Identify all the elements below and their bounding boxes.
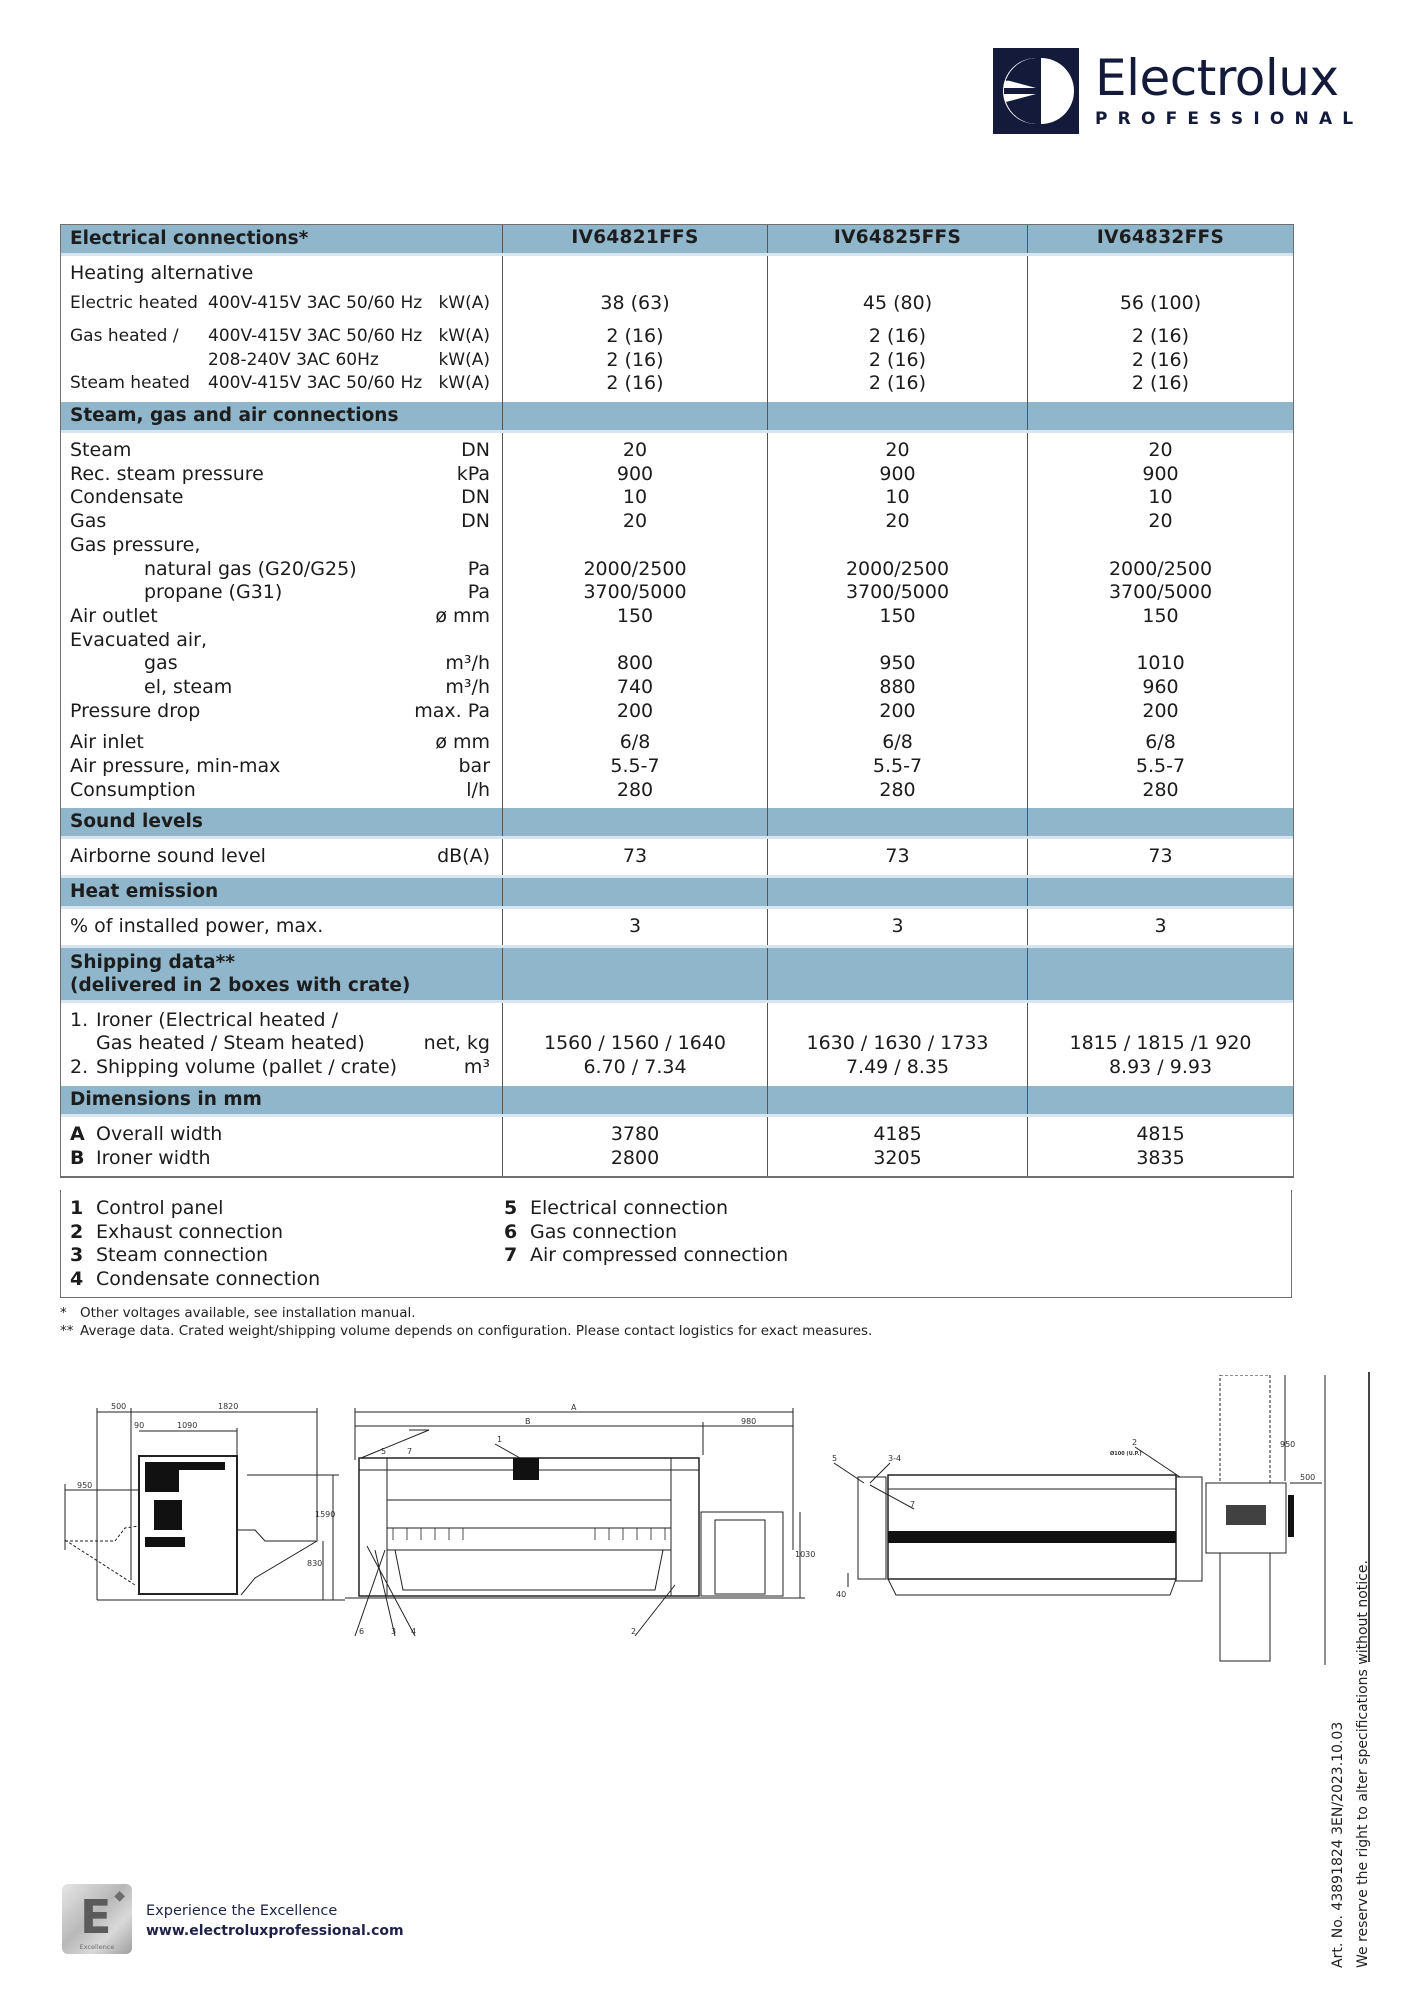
electrolux-logo bbox=[993, 48, 1363, 134]
diamond-icon: ◆ bbox=[114, 1888, 125, 1904]
svg-text:950: 950 bbox=[77, 1481, 93, 1490]
section-header-shipping bbox=[61, 948, 1293, 1003]
legend-item: 4 Condensate connection bbox=[70, 1268, 321, 1291]
model-3-values: 20 900 10 20 2000/2500 3700/5000 150 1010 960 200 6/8 5.5-7 280 bbox=[1108, 439, 1213, 801]
table-row: B Ironer width bbox=[70, 1146, 211, 1169]
legend-item: 2 Exhaust connection bbox=[70, 1220, 284, 1243]
table-row: Rec. steam pressure kPa bbox=[70, 462, 490, 485]
svg-text:5: 5 bbox=[381, 1447, 387, 1456]
legend-item: 7 Air compressed connection bbox=[504, 1244, 789, 1267]
model-1-values: 20 900 10 20 2000/2500 3700/5000 150 800 740 200 6/8 5.5-7 280 bbox=[503, 433, 768, 808]
table-row: Condensate DN bbox=[70, 486, 490, 509]
table-row: Air outlet ø mm bbox=[70, 604, 490, 627]
side-view-drawing bbox=[55, 1400, 345, 1610]
svg-text:950: 950 bbox=[1280, 1440, 1296, 1449]
top-view-drawing bbox=[830, 1375, 1330, 1675]
svg-text:2: 2 bbox=[1132, 1438, 1138, 1447]
table-row: gas m³/h bbox=[144, 652, 490, 675]
svg-text:90: 90 bbox=[134, 1421, 145, 1430]
table-row: Pressure drop max. Pa bbox=[70, 699, 490, 722]
section-title: Sound levels bbox=[61, 808, 503, 836]
section-subtitle: (delivered in 2 boxes with crate) bbox=[70, 974, 411, 996]
table-row: Gas heated / 400V-415V 3AC 50/60 Hz kW(A) bbox=[70, 326, 490, 346]
svg-text:500: 500 bbox=[1300, 1473, 1316, 1482]
table-row: A Overall width bbox=[70, 1122, 223, 1145]
table-row: Consumption l/h bbox=[70, 778, 490, 801]
footer-tagline: Experience the Excellence www.electroluxprofessional.com bbox=[146, 1903, 404, 1939]
section-title: Steam, gas and air connections bbox=[61, 402, 503, 430]
section-header-connections bbox=[61, 402, 1293, 433]
svg-text:830: 830 bbox=[307, 1559, 323, 1568]
section-header-dimensions bbox=[61, 1086, 1293, 1117]
svg-text:B: B bbox=[525, 1417, 531, 1426]
svg-text:7: 7 bbox=[910, 1500, 916, 1509]
svg-text:1030: 1030 bbox=[795, 1550, 815, 1559]
svg-text:980: 980 bbox=[741, 1417, 757, 1426]
table-row: Air inlet ø mm bbox=[70, 731, 490, 754]
footnote: ** Average data. Crated weight/shipping volume depends on configuration. Please contact logistics for exact measures. bbox=[60, 1323, 873, 1339]
table-row: 2. Shipping volume (pallet / crate) m³ bbox=[70, 1056, 490, 1079]
section-header-sound bbox=[61, 808, 1293, 839]
footnotes bbox=[60, 1304, 872, 1340]
legend-item: 1 Control panel bbox=[70, 1197, 224, 1219]
section-title: Heat emission bbox=[61, 878, 503, 906]
section-title: Dimensions in mm bbox=[61, 1086, 503, 1114]
svg-text:6: 6 bbox=[359, 1627, 365, 1636]
dimensions-body: A Overall width B Ironer width 3780 2800 4185 3205 4815 3835 bbox=[61, 1117, 1293, 1177]
article-number: Art. No. 43891824 3EN/2023.10.03 bbox=[1330, 1721, 1346, 1968]
section-header-electrical bbox=[61, 225, 1293, 256]
table-row: Airborne sound level dB(A) 73 73 73 bbox=[61, 839, 1293, 878]
section-header-heat bbox=[61, 878, 1293, 909]
svg-text:1820: 1820 bbox=[218, 1402, 239, 1411]
table-row: Steam heated 400V-415V 3AC 50/60 Hz kW(A) bbox=[70, 373, 490, 394]
svg-text:1090: 1090 bbox=[177, 1421, 198, 1430]
table-row: propane (G31) Pa bbox=[144, 581, 490, 604]
svg-text:5: 5 bbox=[832, 1454, 838, 1463]
svg-text:2: 2 bbox=[631, 1627, 637, 1636]
table-row: % of installed power, max. 3 3 3 bbox=[61, 909, 1293, 948]
svg-text:A: A bbox=[571, 1403, 577, 1412]
table-row: el, steam m³/h bbox=[144, 675, 490, 698]
svg-text:Ø100 (U.P.): Ø100 (U.P.) bbox=[1110, 1451, 1142, 1457]
excellence-badge-icon: E ◆ Excellence bbox=[62, 1884, 132, 1954]
svg-text:3-4: 3-4 bbox=[888, 1454, 902, 1463]
legend bbox=[60, 1190, 1292, 1298]
svg-text:1: 1 bbox=[497, 1435, 503, 1444]
footnote: * Other voltages available, see installation manual. bbox=[60, 1305, 416, 1321]
model-header-2: IV64825FFS bbox=[768, 225, 1028, 253]
brand-subtitle: PROFESSIONAL bbox=[1095, 109, 1364, 129]
table-row: 208-240V 3AC 60Hz kW(A) bbox=[208, 349, 490, 370]
front-view-drawing bbox=[345, 1400, 815, 1640]
connections-body bbox=[61, 433, 1293, 808]
brand-name: Electrolux bbox=[1095, 49, 1339, 107]
legend-item: 6 Gas connection bbox=[504, 1220, 677, 1243]
section-title: Electrical connections* bbox=[61, 225, 503, 253]
model-2-values: 20 900 10 20 2000/2500 3700/5000 150 950 880 200 6/8 5.5-7 280 bbox=[768, 433, 1028, 808]
svg-text:3: 3 bbox=[391, 1627, 397, 1636]
model-header-3: IV64832FFS bbox=[1096, 227, 1225, 248]
website-link[interactable]: www.electroluxprofessional.com bbox=[146, 1923, 404, 1939]
legend-item: 3 Steam connection bbox=[70, 1244, 269, 1267]
table-row: Gas DN bbox=[70, 510, 490, 533]
table-row: Electric heated 400V-415V 3AC 50/60 Hz kW(A) bbox=[70, 293, 490, 313]
table-row: Air pressure, min-max bar bbox=[70, 755, 490, 777]
table-row: Gas heated / Steam heated) net, kg bbox=[96, 1032, 490, 1055]
svg-text:500: 500 bbox=[111, 1402, 127, 1411]
table-row: natural gas (G20/G25) Pa bbox=[144, 557, 490, 580]
model-header-1: IV64821FFS bbox=[503, 225, 768, 253]
table-row: Gas pressure, bbox=[70, 533, 201, 556]
article-info bbox=[1326, 1560, 1376, 1968]
section-title: Shipping data** bbox=[70, 951, 235, 973]
spec-table bbox=[60, 224, 1294, 1178]
svg-text:1590: 1590 bbox=[315, 1510, 336, 1519]
svg-text:7: 7 bbox=[407, 1447, 413, 1456]
electrolux-logo-icon bbox=[993, 48, 1079, 134]
legend-item: 5 Electrical connection bbox=[504, 1197, 729, 1219]
table-row: Steam DN bbox=[70, 439, 490, 462]
svg-text:4: 4 bbox=[411, 1627, 417, 1636]
table-row: Evacuated air, bbox=[70, 628, 208, 651]
disclaimer: We reserve the right to alter specifications without notice. bbox=[1355, 1560, 1371, 1968]
svg-text:40: 40 bbox=[836, 1590, 847, 1599]
electrical-body: Heating alternative Electric heated 400V-415V 3AC 50/60 Hz kW(A) Gas heated / 400V-415V 3AC 50/60 Hz kW(A) 208-240V 3AC 60Hz kW(A) Steam heated 400V-415V 3AC 50/60 Hz kW(A) 38 (63) 2 (16) 2 (16) 2 (16) 45 (80) 2 (16) 2 (16) 2 (16) 56 (100) 2 (16) 2 (16) 2 (16) bbox=[61, 256, 1293, 402]
heating-alternative-label: Heating alternative bbox=[70, 262, 254, 284]
shipping-body: 1. Ironer (Electrical heated / Gas heated / Steam heated) net, kg 2. Shipping volume (pallet / crate) m³ 1560 / 1560 / 1640 6.70 / 7.34 1630 / 1630 / 1733 7.49 / 8.35 1815 / 1815 /1 920 8.93 / 9.93 bbox=[61, 1003, 1293, 1086]
